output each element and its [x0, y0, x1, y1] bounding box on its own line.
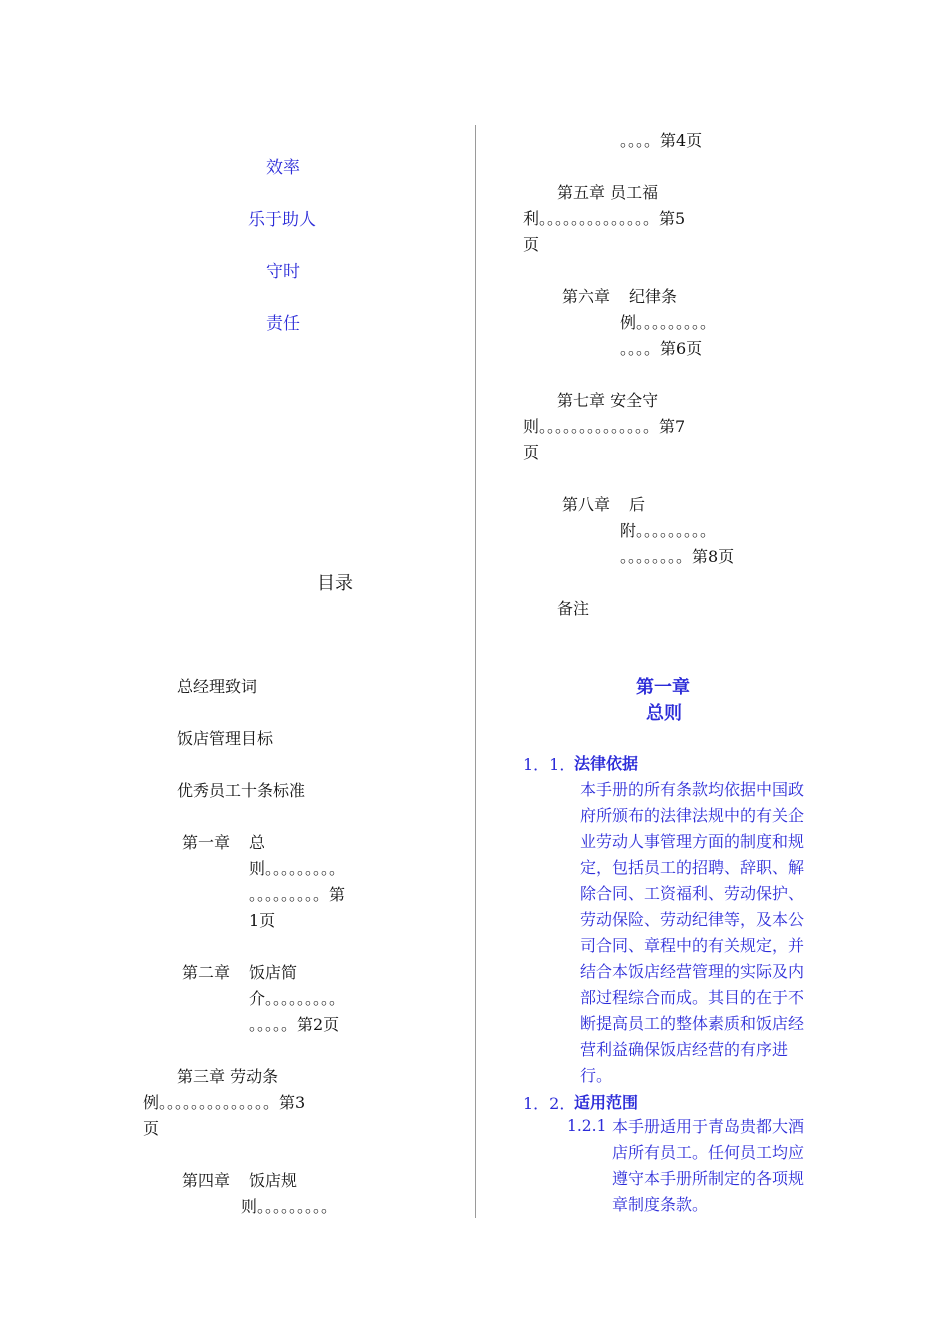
- toc-ch2-title: 饭店简: [249, 963, 298, 982]
- toc-note: 备注: [557, 599, 590, 618]
- toc-ch3-page: 页: [143, 1119, 160, 1138]
- section-1-2-title: 适用范围: [574, 1093, 639, 1112]
- toc-ch6-label: 第六章: [562, 287, 611, 306]
- section-1-2-1-number: 1.2.1: [567, 1117, 607, 1135]
- value-efficiency: 效率: [266, 158, 300, 178]
- toc-ch8-title: 后: [629, 495, 646, 514]
- toc-ch3-dots: 例。。。。。。。。。。。。。。第3: [143, 1093, 306, 1112]
- toc-ch1-dots2: 。。。。。。。。。第: [249, 885, 346, 904]
- toc-ch1-page: 1页: [249, 911, 276, 930]
- toc-item-gm-speech: 总经理致词: [177, 677, 258, 696]
- toc-ch4-page: 。。。。第4页: [620, 131, 703, 150]
- toc-ch4-title: 饭店规: [249, 1171, 298, 1190]
- toc-ch1-title: 总: [249, 833, 266, 852]
- section-1-2-number: 1．2．: [523, 1094, 576, 1113]
- toc-ch7-label: 第七章 安全守: [557, 391, 659, 410]
- value-helpful: 乐于助人: [248, 210, 316, 230]
- toc-title: 目录: [317, 573, 353, 594]
- value-responsibility: 责任: [266, 314, 300, 334]
- section-1-1-text: 本手册的所有条款均依据中国政府所颁布的法律法规中的有关企业劳动人事管理方面的制度和规定，包括员工的招聘、辞职、解除合同、工资福利、劳动保护、劳动保险、劳动纪律等，及本公司合同、章程中的有关规定，并结合本饭店经营管理的实际及内部过程综合而成。其目的在于不断提高员工的整体素质和饭店经营利益确保饭店经营的有序进行。: [580, 780, 805, 1085]
- toc-ch5-dots: 利。。。。。。。。。。。。。。第5: [523, 209, 686, 228]
- chapter1-title: 总则: [646, 703, 682, 724]
- toc-ch7-dots: 则。。。。。。。。。。。。。。第7: [523, 417, 686, 436]
- toc-ch5-page: 页: [523, 235, 540, 254]
- toc-ch2-page: 。。。。。第2页: [249, 1015, 340, 1034]
- toc-ch2-label: 第二章: [182, 963, 231, 982]
- toc-ch5-label: 第五章 员工福: [557, 183, 659, 202]
- section-1-1-title: 法律依据: [574, 754, 639, 773]
- toc-ch4-label: 第四章: [182, 1171, 231, 1190]
- section-1-2-1-text: 本手册适用于青岛贵都大酒店所有员工。任何员工均应遵守本手册所制定的各项规章制度条款。: [612, 1117, 805, 1214]
- toc-ch4-dots: 则。。。。。。。。。: [241, 1197, 338, 1216]
- section-1-1-number: 1．1．: [523, 755, 576, 774]
- column-divider: [475, 125, 476, 1218]
- toc-ch6-title: 纪律条: [629, 287, 678, 306]
- toc-ch8-label: 第八章: [562, 495, 611, 514]
- toc-ch6-dots: 例。。。。。。。。。: [620, 313, 717, 332]
- toc-ch6-page: 。。。。第6页: [620, 339, 703, 358]
- toc-ch8-dots: 附。。。。。。。。。: [620, 521, 717, 540]
- toc-ch8-page: 。。。。。。。。第8页: [620, 547, 735, 566]
- toc-ch1-label: 第一章: [182, 833, 231, 852]
- toc-ch7-page: 页: [523, 443, 540, 462]
- value-punctual: 守时: [266, 262, 300, 282]
- toc-item-employee-standards: 优秀员工十条标准: [177, 781, 306, 800]
- toc-ch2-dots: 介。。。。。。。。。: [249, 989, 346, 1008]
- toc-ch3-label: 第三章 劳动条: [177, 1067, 279, 1086]
- toc-item-management-goals: 饭店管理目标: [177, 729, 274, 748]
- chapter1-label: 第一章: [636, 677, 690, 698]
- toc-ch1-dots: 则。。。。。。。。。: [249, 859, 346, 878]
